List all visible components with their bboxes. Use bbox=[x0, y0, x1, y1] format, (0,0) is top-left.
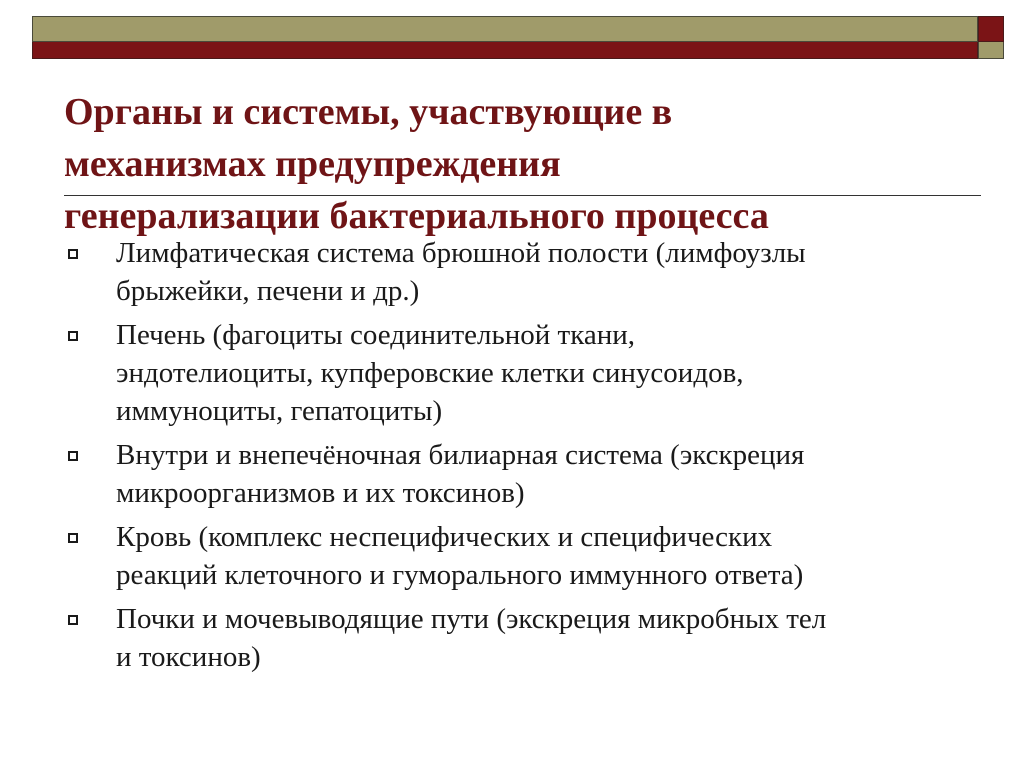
bullet-line: Внутри и внепечёночная билиарная система (экскреция bbox=[116, 439, 805, 471]
bullet-line: микроорганизмов и их токсинов) bbox=[116, 477, 525, 509]
bullet-item bbox=[64, 436, 964, 512]
bullet-text bbox=[116, 316, 964, 430]
bullet-text bbox=[116, 234, 964, 310]
hollow-square-bullet-icon bbox=[68, 249, 78, 259]
bullet-line: Лимфатическая система брюшной полости (лимфоузлы bbox=[116, 237, 806, 269]
bullet-line: реакций клеточного и гуморального иммунного ответа) bbox=[116, 559, 804, 591]
hollow-square-bullet-icon bbox=[68, 451, 78, 461]
header-band-olive bbox=[32, 16, 978, 42]
title-divider bbox=[64, 195, 981, 196]
hollow-square-bullet-icon bbox=[68, 331, 78, 341]
bullet-list bbox=[64, 234, 964, 682]
slide-title-line: генерализации бактериального процесса bbox=[64, 195, 769, 237]
header-corner-square-olive bbox=[978, 42, 1004, 59]
slide-title bbox=[64, 86, 964, 242]
bullet-item bbox=[64, 518, 964, 594]
header-band-maroon bbox=[32, 42, 978, 59]
hollow-square-bullet-icon bbox=[68, 615, 78, 625]
bullet-text bbox=[116, 600, 964, 676]
bullet-line: Почки и мочевыводящие пути (экскреция микробных тел bbox=[116, 603, 827, 635]
bullet-line: брыжейки, печени и др.) bbox=[116, 275, 420, 307]
bullet-item bbox=[64, 600, 964, 676]
header-corner-square-maroon bbox=[978, 16, 1004, 42]
bullet-text bbox=[116, 518, 964, 594]
bullet-item bbox=[64, 316, 964, 430]
bullet-item bbox=[64, 234, 964, 310]
bullet-line: и токсинов) bbox=[116, 641, 261, 673]
bullet-text bbox=[116, 436, 964, 512]
bullet-line: Кровь (комплекс неспецифических и специфических bbox=[116, 521, 773, 553]
hollow-square-bullet-icon bbox=[68, 533, 78, 543]
bullet-line: эндотелиоциты, купферовские клетки синусоидов, bbox=[116, 357, 744, 389]
slide-title-line: Органы и системы, участвующие в bbox=[64, 91, 673, 133]
slide-title-line: механизмах предупреждения bbox=[64, 143, 561, 185]
bullet-line: Печень (фагоциты соединительной ткани, bbox=[116, 319, 636, 351]
bullet-line: иммуноциты, гепатоциты) bbox=[116, 395, 443, 427]
